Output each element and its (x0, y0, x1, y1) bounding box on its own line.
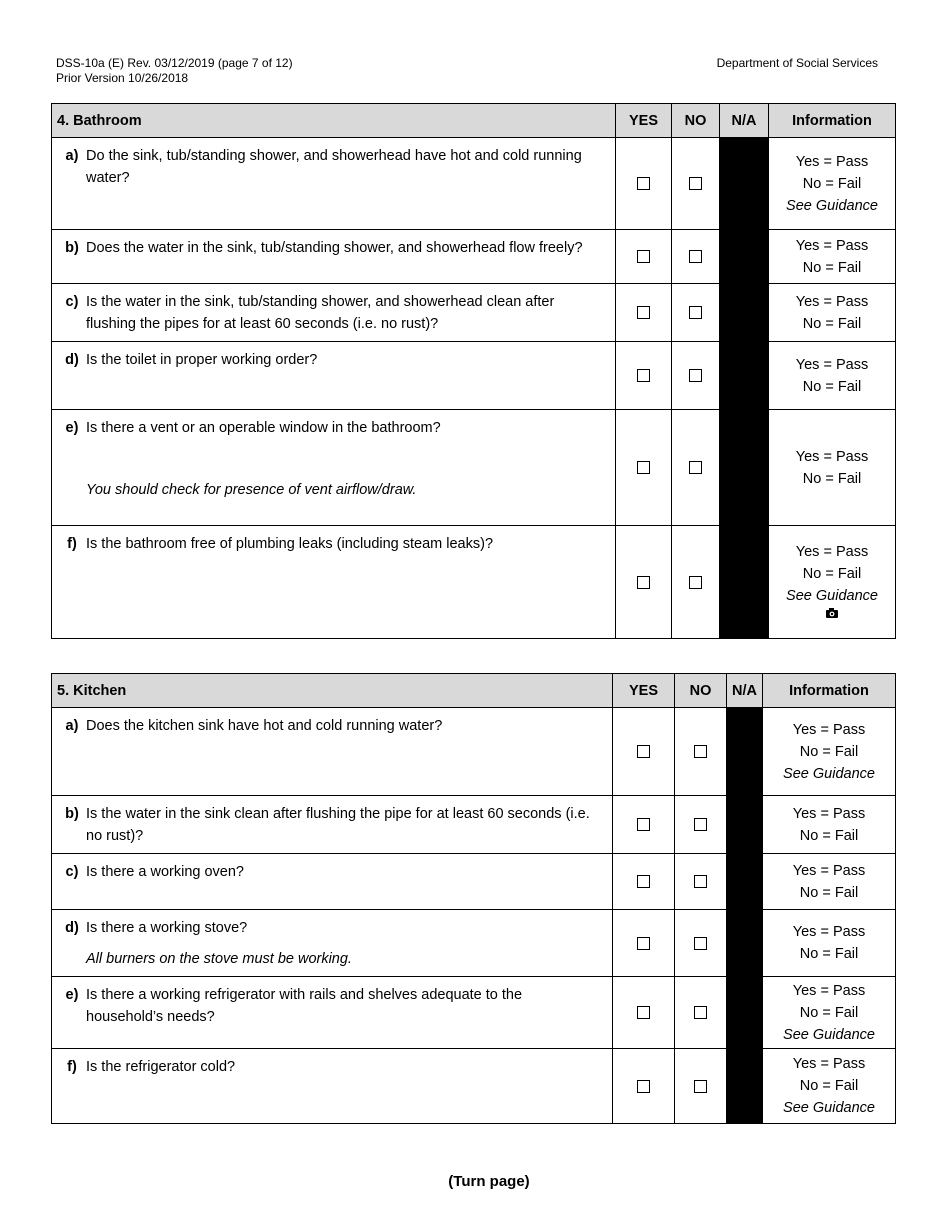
question-letter: b) (65, 806, 79, 822)
yes-checkbox[interactable] (637, 1080, 650, 1093)
info-cell: Yes = Pass No = Fail See Guidance (763, 977, 896, 1049)
question-text: Does the water in the sink, tub/standing shower, and showerhead flow freely? (86, 240, 583, 256)
info-cell: Yes = Pass No = Fail (763, 910, 896, 977)
no-checkbox[interactable] (689, 369, 702, 382)
bathroom-row-e (52, 410, 896, 526)
yes-checkbox[interactable] (637, 818, 650, 831)
no-checkbox[interactable] (694, 1006, 707, 1019)
question-text: Is there a working oven? (86, 864, 244, 880)
question-letter: a) (65, 718, 79, 734)
yes-checkbox[interactable] (637, 250, 650, 263)
question-letter: c) (65, 864, 79, 880)
question-text: Is the water in the sink, tub/standing shower, and showerhead clean after flushing the pipes for at least 60 seconds (i.e. no rust)? (86, 294, 555, 332)
no-checkbox[interactable] (689, 576, 702, 589)
kitchen-row-c (52, 854, 896, 910)
bathroom-header-row (52, 104, 896, 138)
na-blocked-cell (727, 796, 763, 854)
kitchen-header-row (52, 674, 896, 708)
question-letter: c) (65, 294, 79, 310)
no-checkbox[interactable] (694, 1080, 707, 1093)
form-id: DSS-10a (E) Rev. 03/12/2019 (page 7 of 12) (56, 56, 293, 70)
yes-column-header: YES (616, 104, 672, 138)
bathroom-row-d (52, 342, 896, 410)
yes-column-header: YES (613, 674, 675, 708)
question-text: Does the kitchen sink have hot and cold running water? (86, 718, 443, 734)
information-column-header: Information (763, 674, 896, 708)
na-column-header: N/A (727, 674, 763, 708)
kitchen-title: 5. Kitchen (52, 674, 613, 708)
kitchen-row-f (52, 1049, 896, 1124)
no-checkbox[interactable] (694, 745, 707, 758)
info-cell: Yes = Pass No = Fail See Guidance (769, 138, 896, 230)
bathroom-row-a (52, 138, 896, 230)
yes-checkbox[interactable] (637, 369, 650, 382)
no-checkbox[interactable] (689, 461, 702, 474)
na-blocked-cell (727, 977, 763, 1049)
question-note: All burners on the stove must be working. (86, 951, 352, 967)
yes-checkbox[interactable] (637, 937, 650, 950)
yes-checkbox[interactable] (637, 461, 650, 474)
yes-checkbox[interactable] (637, 1006, 650, 1019)
question-letter: a) (65, 148, 79, 164)
info-cell: Yes = Pass No = Fail (769, 410, 896, 526)
question-text: Is there a working stove? (86, 920, 248, 936)
see-guidance-text: See Guidance (783, 1100, 875, 1116)
information-column-header: Information (769, 104, 896, 138)
no-checkbox[interactable] (689, 177, 702, 190)
question-text: Is the water in the sink clean after flushing the pipe for at least 60 seconds (i.e. no rust)? (86, 806, 590, 844)
no-column-header: NO (672, 104, 720, 138)
question-letter: e) (65, 987, 79, 1003)
see-guidance-text: See Guidance (786, 588, 878, 604)
question-letter: e) (65, 420, 79, 436)
yes-checkbox[interactable] (637, 745, 650, 758)
no-checkbox[interactable] (694, 875, 707, 888)
no-column-header: NO (675, 674, 727, 708)
question-text: Is the refrigerator cold? (86, 1059, 236, 1075)
na-blocked-cell (720, 342, 769, 410)
info-cell: Yes = Pass No = Fail (769, 230, 896, 284)
info-cell: Yes = Pass No = Fail See Guidance (763, 1049, 896, 1124)
na-blocked-cell (727, 910, 763, 977)
form-header-left (56, 56, 293, 86)
kitchen-row-a (52, 708, 896, 796)
info-cell: Yes = Pass No = Fail (769, 284, 896, 342)
question-letter: d) (65, 352, 79, 368)
kitchen-row-d (52, 910, 896, 977)
bathroom-title: 4. Bathroom (52, 104, 616, 138)
yes-checkbox[interactable] (637, 177, 650, 190)
question-letter: b) (65, 240, 79, 256)
question-letter: d) (65, 920, 79, 936)
na-blocked-cell (720, 230, 769, 284)
no-checkbox[interactable] (694, 937, 707, 950)
question-text: Do the sink, tub/standing shower, and showerhead have hot and cold running water? (86, 148, 582, 186)
na-blocked-cell (720, 526, 769, 639)
yes-checkbox[interactable] (637, 875, 650, 888)
no-checkbox[interactable] (689, 250, 702, 263)
bathroom-row-c (52, 284, 896, 342)
yes-checkbox[interactable] (637, 306, 650, 319)
kitchen-row-b (52, 796, 896, 854)
info-cell: Yes = Pass No = Fail See Guidance (769, 526, 896, 639)
question-letter: f) (67, 1059, 77, 1075)
turn-page-text: (Turn page) (448, 1173, 530, 1190)
kitchen-table (51, 673, 896, 1124)
no-checkbox[interactable] (694, 818, 707, 831)
info-cell: Yes = Pass No = Fail (769, 342, 896, 410)
info-cell: Yes = Pass No = Fail (763, 796, 896, 854)
department-name: Department of Social Services (716, 56, 878, 70)
bathroom-table (51, 103, 896, 639)
prior-version: Prior Version 10/26/2018 (56, 71, 189, 85)
kitchen-row-e (52, 977, 896, 1049)
question-letter: f) (67, 536, 77, 552)
question-note: You should check for presence of vent airflow/draw. (86, 482, 417, 498)
na-blocked-cell (720, 284, 769, 342)
na-blocked-cell (720, 138, 769, 230)
no-checkbox[interactable] (689, 306, 702, 319)
question-text: Is the bathroom free of plumbing leaks (including steam leaks)? (86, 536, 494, 552)
na-column-header: N/A (720, 104, 769, 138)
camera-icon (769, 607, 895, 623)
na-blocked-cell (727, 708, 763, 796)
bathroom-row-f (52, 526, 896, 639)
see-guidance-text: See Guidance (786, 197, 878, 214)
question-text: Is there a vent or an operable window in the bathroom? (86, 420, 441, 436)
see-guidance-text: See Guidance (783, 765, 875, 782)
question-text: Is there a working refrigerator with rails and shelves adequate to the household’s needs? (86, 987, 523, 1025)
yes-checkbox[interactable] (637, 576, 650, 589)
na-blocked-cell (720, 410, 769, 526)
na-blocked-cell (727, 1049, 763, 1124)
bathroom-row-b (52, 230, 896, 284)
info-cell: Yes = Pass No = Fail (763, 854, 896, 910)
question-text: Is the toilet in proper working order? (86, 352, 318, 368)
info-cell: Yes = Pass No = Fail See Guidance (763, 708, 896, 796)
see-guidance-text: See Guidance (783, 1026, 875, 1043)
na-blocked-cell (727, 854, 763, 910)
